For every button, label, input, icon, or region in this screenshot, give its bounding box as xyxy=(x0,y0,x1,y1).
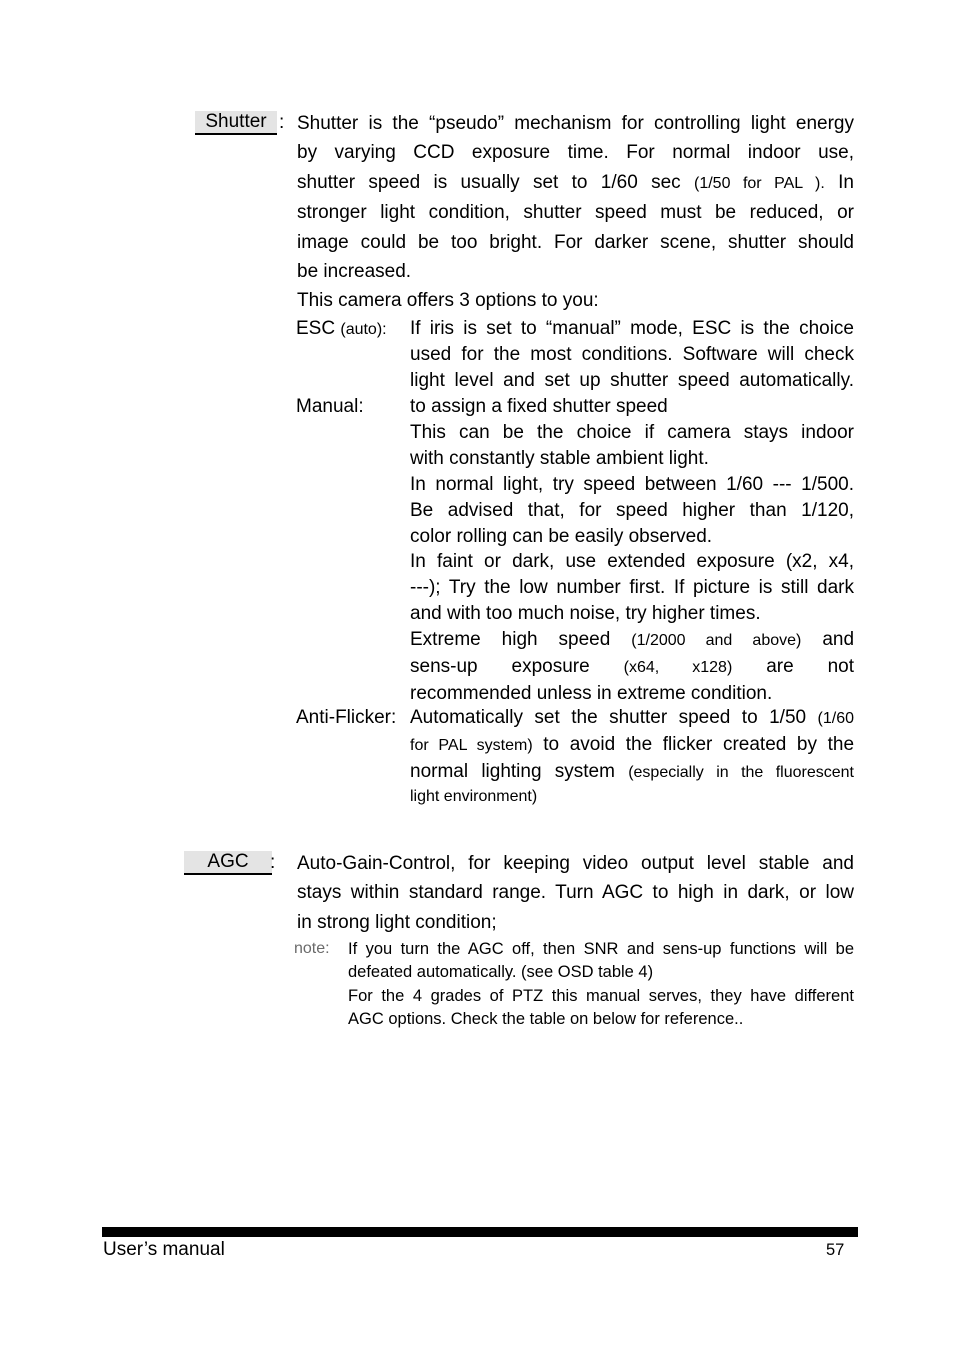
antiflicker-line-2 xyxy=(410,732,854,759)
shutter-desc-line-3 xyxy=(297,168,854,198)
shutter-desc-line-1: Shutter is the “pseudo” mechanism for controlling light energy xyxy=(297,113,854,134)
antiflicker-line-4: light environment) xyxy=(410,787,538,805)
antiflicker-line-1 xyxy=(410,705,854,732)
esc-term-label: ESC xyxy=(296,318,336,339)
shutter-desc-line-3-c: In xyxy=(838,171,855,193)
manual-p3-line-3: and with too much noise, try higher times. xyxy=(410,603,761,625)
shutter-heading-label: Shutter xyxy=(205,111,267,132)
antiflicker-line-3-b: (especially in the fluorescent xyxy=(628,763,854,781)
esc-term-auto: (auto): xyxy=(340,321,387,338)
manual-p3-line-1: In faint or dark, use extended exposure (x2, x4, xyxy=(410,551,854,573)
agc-desc-line-2: stays within standard range. Turn AGC to high in dark, or low xyxy=(297,882,854,904)
manual-p4-line-2-b: (x64, x128) xyxy=(623,659,733,677)
manual-p4-line-1 xyxy=(410,627,854,654)
agc-note-line-2: defeated automatically. (see OSD table 4) xyxy=(348,963,654,982)
shutter-desc-line-4: stronger light condition, shutter speed must be reduced, or xyxy=(297,202,854,224)
agc-note-line-4: AGC options. Check the table on below for reference.. xyxy=(348,1009,744,1028)
manual-p4-line-2-a: sens-up exposure xyxy=(410,656,590,678)
agc-desc-line-3: in strong light condition; xyxy=(297,911,497,933)
esc-line-1: If iris is set to “manual” mode, ESC is the choice xyxy=(410,318,854,339)
agc-heading xyxy=(184,851,272,875)
manual-p1-line-1: This can be the choice if camera stays indoor xyxy=(410,421,854,443)
footer-rule xyxy=(102,1227,858,1237)
manual-p4-line-1-c: and xyxy=(822,629,855,651)
manual-p4-line-2-c: are not xyxy=(766,656,855,678)
shutter-desc-line-6: be increased. xyxy=(297,261,412,283)
manual-description xyxy=(410,394,854,707)
shutter-desc-line-2: by varying CCD exposure time. For normal indoor use, xyxy=(297,142,854,164)
shutter-options-intro: This camera offers 3 options to you: xyxy=(297,290,599,312)
manual-term: Manual: xyxy=(296,396,364,417)
antiflicker-line-2-b: to avoid the flicker created by the xyxy=(543,733,855,755)
agc-note-label: note: xyxy=(294,940,330,957)
shutter-desc-line-3-a: shutter speed is usually set to 1/60 sec xyxy=(297,171,681,193)
shutter-desc-line-5: image could be too bright. For darker scene, shutter should xyxy=(297,231,854,253)
manual-p2-line-1: In normal light, try speed between 1/60 --- 1/500. xyxy=(410,473,854,495)
manual-p1-line-2: with constantly stable ambient light. xyxy=(410,447,709,469)
esc-description xyxy=(410,316,854,394)
esc-line-3: light level and set up shutter speed automatically. xyxy=(410,369,854,391)
antiflicker-line-1-a: Automatically set the shutter speed to 1/50 xyxy=(410,707,807,728)
manual-p2-line-3: color rolling can be easily observed. xyxy=(410,525,713,547)
agc-desc-line-1: Auto-Gain-Control, for keeping video output level stable and xyxy=(297,853,854,874)
agc-note xyxy=(348,938,854,1031)
antiflicker-line-2-a: for PAL system) xyxy=(410,736,533,754)
page-number: 57 xyxy=(826,1241,845,1259)
shutter-pal-note: (1/50 for PAL ). xyxy=(694,174,825,192)
antiflicker-description xyxy=(410,705,854,808)
agc-description xyxy=(297,849,854,937)
antiflicker-term: Anti-Flicker: xyxy=(296,707,397,728)
manual-p2-line-2: Be advised that, for speed higher than 1/120, xyxy=(410,499,854,521)
manual-line-1: to assign a fixed shutter speed xyxy=(410,396,668,417)
agc-note-line-1: If you turn the AGC off, then SNR and sens-up functions will be xyxy=(348,940,854,958)
agc-note-line-3: For the 4 grades of PTZ this manual serves, they have different xyxy=(348,986,854,1005)
antiflicker-line-3 xyxy=(410,759,854,786)
antiflicker-line-1-b: (1/60 xyxy=(817,710,854,727)
shutter-description xyxy=(297,109,854,316)
agc-colon: : xyxy=(270,852,276,873)
manual-p3-line-2: ---); Try the low number first. If picture is still dark xyxy=(410,577,854,599)
manual-p4-line-2 xyxy=(410,654,854,681)
manual-p4-line-1-b: (1/2000 and above) xyxy=(631,632,802,650)
manual-p4-line-3: recommended unless in extreme condition. xyxy=(410,682,773,704)
esc-line-2: used for the most conditions. Software will check xyxy=(410,343,854,365)
footer-title: User’s manual xyxy=(103,1239,225,1260)
esc-term xyxy=(296,318,387,340)
antiflicker-line-3-a: normal lighting system xyxy=(410,760,615,782)
shutter-heading xyxy=(195,111,277,135)
shutter-colon: : xyxy=(279,112,285,133)
manual-p4-line-1-a: Extreme high speed xyxy=(410,629,611,651)
agc-heading-label: AGC xyxy=(207,851,249,872)
